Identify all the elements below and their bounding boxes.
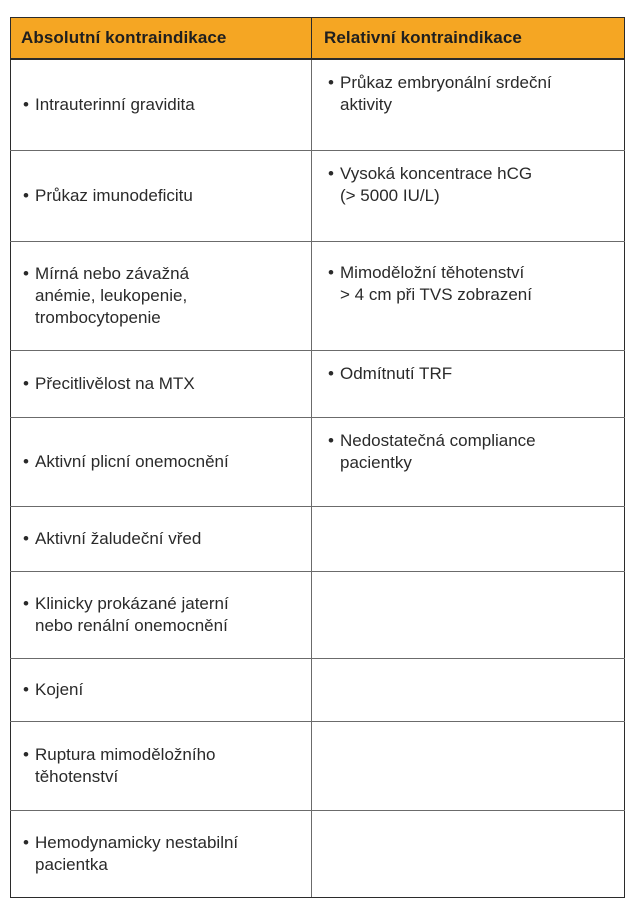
relative-cell xyxy=(312,351,625,418)
table-row xyxy=(11,507,625,572)
table-row xyxy=(11,151,625,242)
table-row xyxy=(11,659,625,722)
absolute-item: Přecitlivělost na MTX xyxy=(35,374,195,393)
relative-cell-empty xyxy=(312,572,625,659)
contraindications-table xyxy=(10,17,625,898)
absolute-cell xyxy=(11,659,312,722)
absolute-cell xyxy=(11,242,312,351)
table-row xyxy=(11,572,625,659)
relative-cell-empty xyxy=(312,722,625,811)
table-row xyxy=(11,59,625,151)
header-absolute: Absolutní kontraindikace xyxy=(11,18,312,60)
absolute-cell xyxy=(11,572,312,659)
relative-item: Nedostatečná compliance pacientky xyxy=(340,431,536,472)
bullet-icon: • xyxy=(328,263,334,282)
relative-item: Průkaz embryonální srdeční aktivity xyxy=(340,73,552,114)
relative-item: Odmítnutí TRF xyxy=(340,364,453,383)
absolute-item: Aktivní žaludeční vřed xyxy=(35,529,202,548)
relative-cell xyxy=(312,418,625,507)
table-row xyxy=(11,811,625,898)
table-row xyxy=(11,242,625,351)
bullet-icon: • xyxy=(328,364,334,383)
absolute-item: Hemodynamicky nestabilní pacientka xyxy=(35,833,239,874)
bullet-icon: • xyxy=(328,164,334,183)
bullet-icon: • xyxy=(328,73,334,92)
relative-cell xyxy=(312,151,625,242)
absolute-cell xyxy=(11,811,312,898)
header-relative: Relativní kontraindikace xyxy=(312,18,625,60)
absolute-item: Ruptura mimoděložního těhotenství xyxy=(35,745,216,786)
bullet-icon: • xyxy=(23,452,29,471)
absolute-item: Aktivní plicní onemocnění xyxy=(35,452,229,471)
bullet-icon: • xyxy=(328,431,334,450)
table-row xyxy=(11,722,625,811)
absolute-cell xyxy=(11,722,312,811)
table-row xyxy=(11,418,625,507)
bullet-icon: • xyxy=(23,374,29,393)
absolute-item: Kojení xyxy=(35,680,84,699)
relative-cell-empty xyxy=(312,659,625,722)
bullet-icon: • xyxy=(23,594,29,613)
absolute-item: Mírná nebo závažná anémie, leukopenie, trombocytopenie xyxy=(35,264,190,327)
table-row xyxy=(11,351,625,418)
bullet-icon: • xyxy=(23,95,29,114)
absolute-cell xyxy=(11,151,312,242)
relative-cell xyxy=(312,59,625,151)
absolute-item: Klinicky prokázané jaterní nebo renální onemocnění xyxy=(35,594,229,635)
relative-cell-empty xyxy=(312,811,625,898)
relative-cell-empty xyxy=(312,507,625,572)
bullet-icon: • xyxy=(23,680,29,699)
absolute-item: Intrauterinní gravidita xyxy=(35,95,195,114)
relative-item: Vysoká koncentrace hCG (> 5000 IU/L) xyxy=(340,164,533,205)
bullet-icon: • xyxy=(23,264,29,283)
bullet-icon: • xyxy=(23,745,29,764)
relative-item: Mimoděložní těhotenství > 4 cm při TVS zobrazení xyxy=(340,263,532,304)
absolute-cell xyxy=(11,351,312,418)
bullet-icon: • xyxy=(23,529,29,548)
bullet-icon: • xyxy=(23,186,29,205)
absolute-cell xyxy=(11,418,312,507)
bullet-icon: • xyxy=(23,833,29,852)
header-row xyxy=(11,18,625,60)
absolute-item: Průkaz imunodeficitu xyxy=(35,186,193,205)
absolute-cell xyxy=(11,507,312,572)
absolute-cell xyxy=(11,59,312,151)
relative-cell xyxy=(312,242,625,351)
